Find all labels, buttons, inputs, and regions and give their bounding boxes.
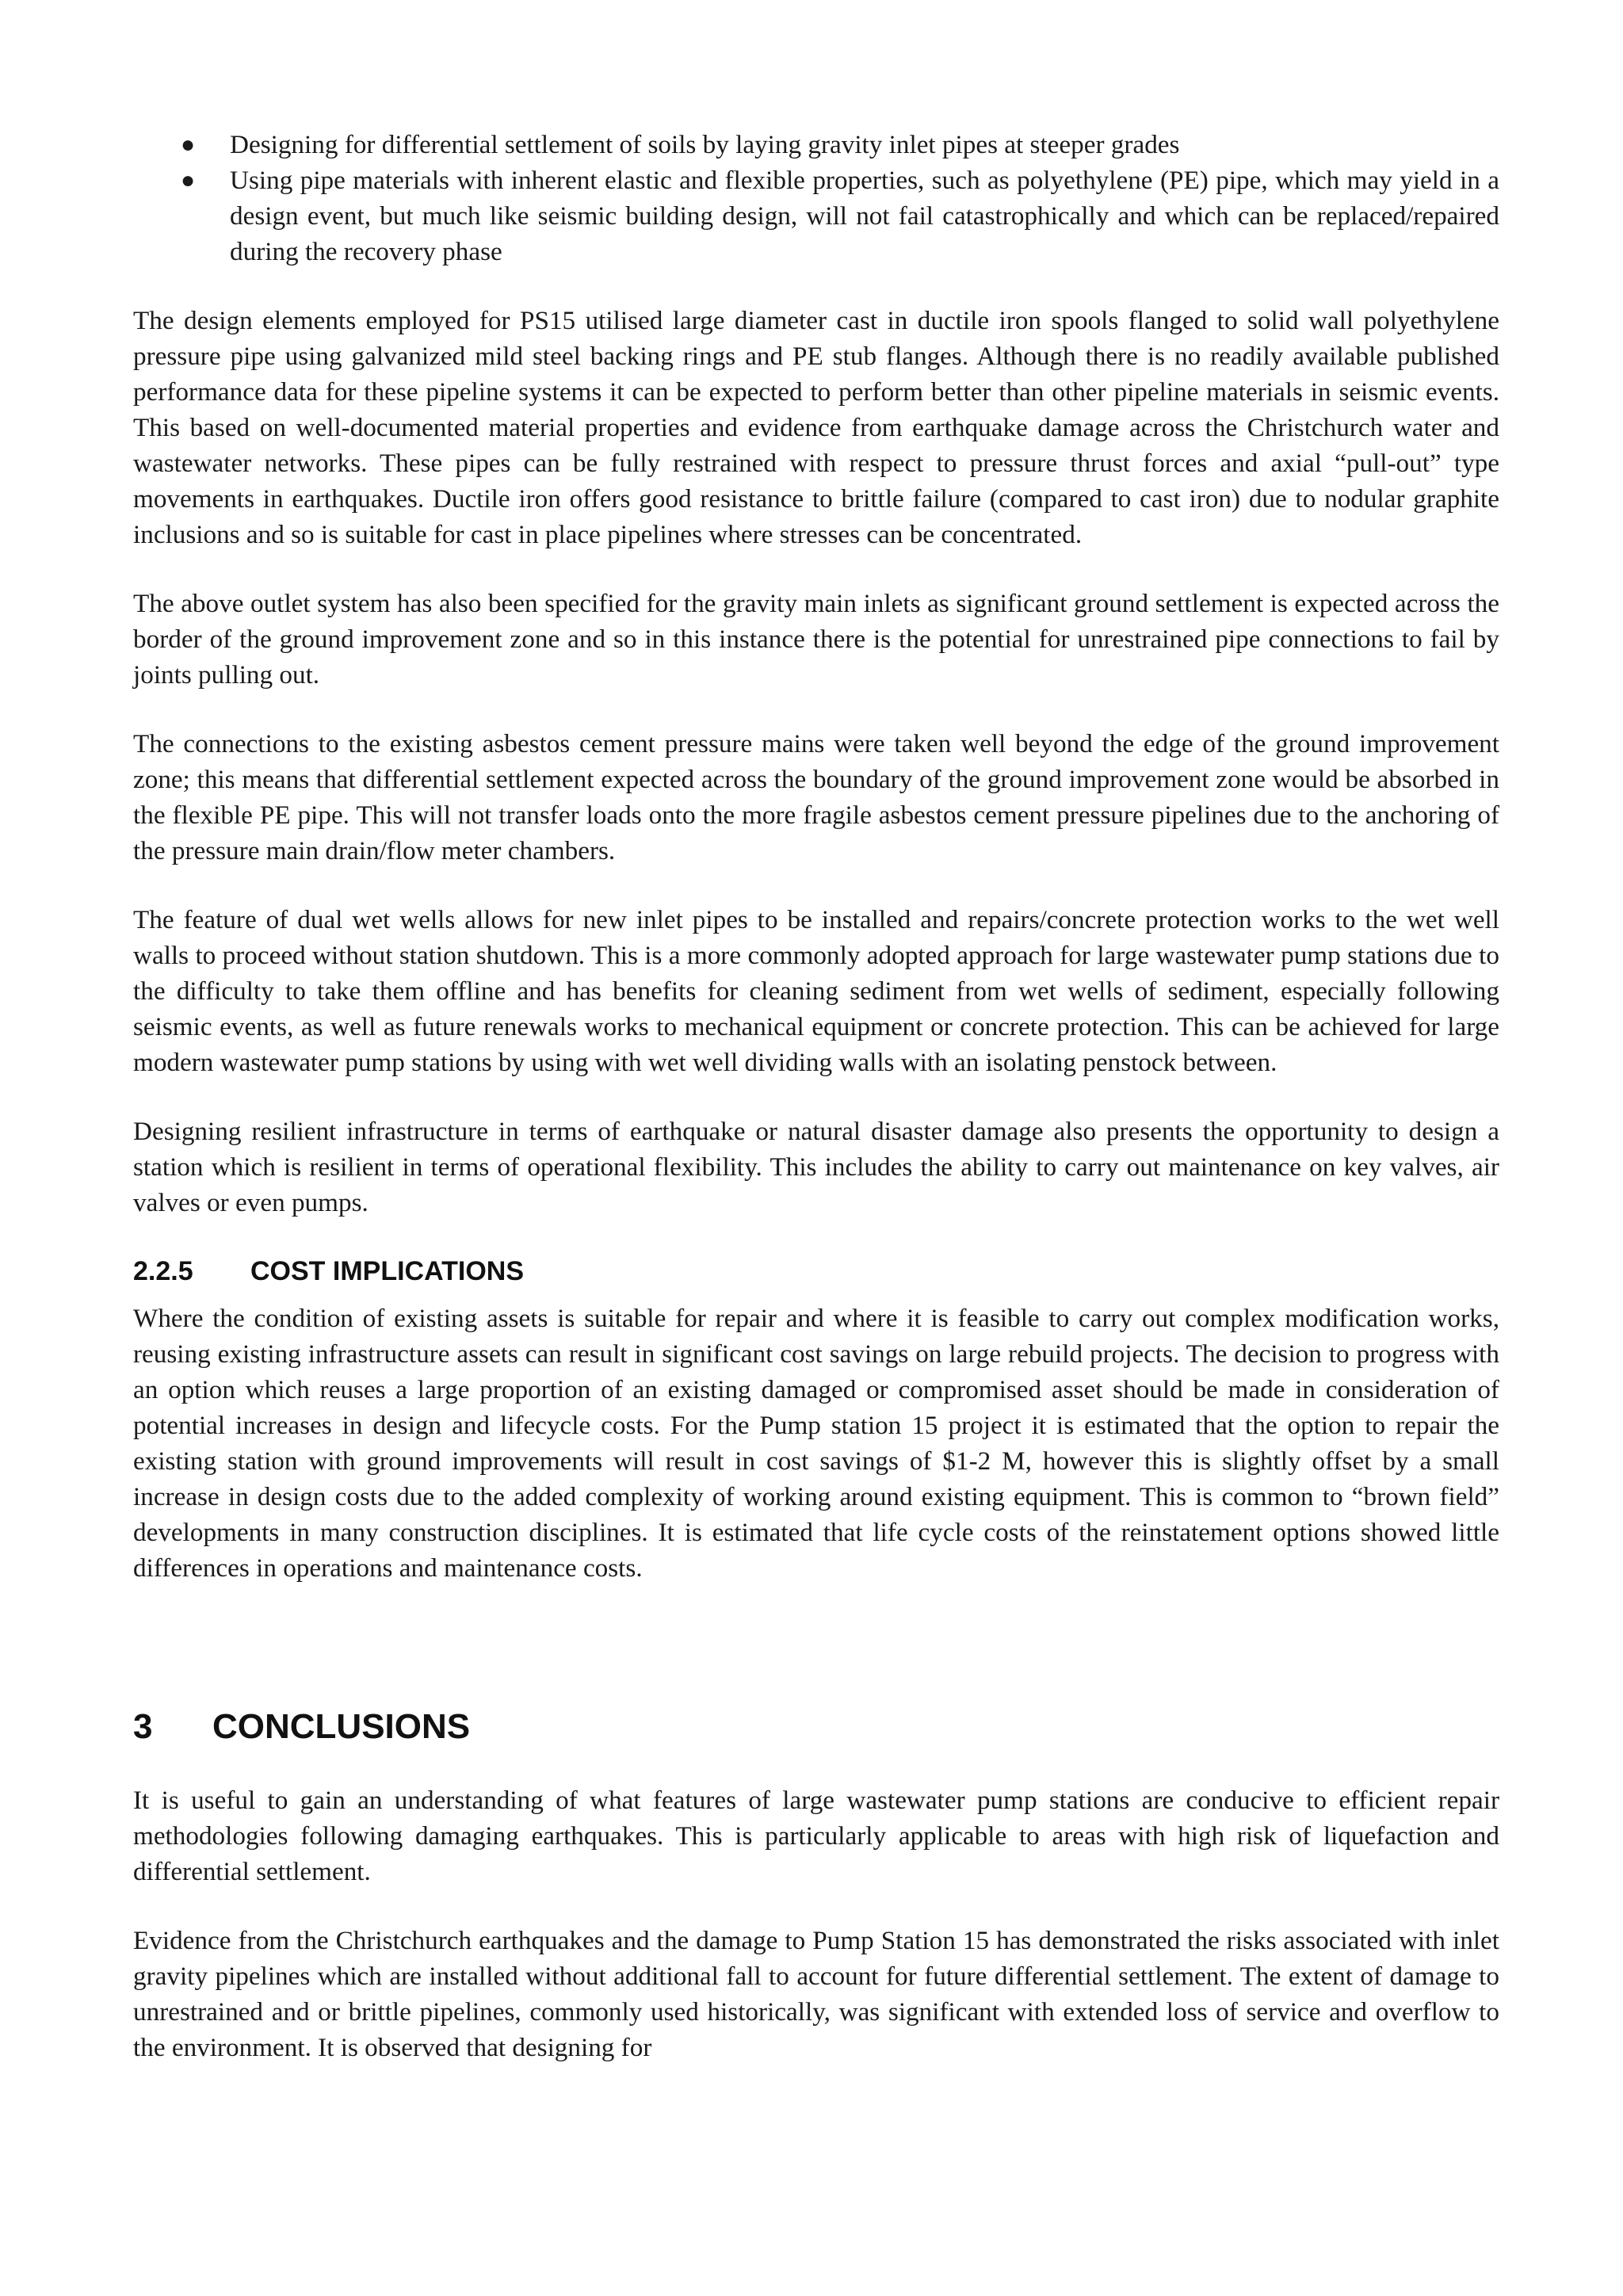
paragraph-design-elements: The design elements employed for PS15 utilised large diameter cast in ductile iron spools flanged to solid wall polyethylene pressure pipe using galvanized mild steel backing rings and PE stub flanges. Although there is no readily available published performance data for these pipeline systems it can be expected to perform better than other pipeline materials in seismic events. This based on well-documented material properties and evidence from earthquake damage across the Christchurch water and wastewater networks. These pipes can be fully restrained with respect to pressure thrust forces and axial “pull-out” type movements in earthquakes. Ductile iron offers good resistance to brittle failure (compared to cast iron) due to nodular graphite inclusions and so is suitable for cast in place pipelines where stresses can be concentrated. — [133, 306, 1499, 549]
subsection-title: COST IMPLICATIONS — [250, 1256, 525, 1286]
document-page — [133, 127, 1499, 2065]
subsection-number: 2.2.5 — [133, 1256, 193, 1286]
bullet-icon: ● — [181, 132, 196, 158]
section-heading — [133, 1705, 1499, 1749]
bullet-text: Designing for differential settlement of soils by laying gravity inlet pipes at steeper grades — [230, 130, 1180, 159]
paragraph-conclusions-evidence: Evidence from the Christchurch earthquakes and the damage to Pump Station 15 has demonstrated the risks associated with inlet gravity pipelines which are installed without additional fall to account for future differential settlement. The extent of damage to unrestrained and or brittle pipelines, commonly used historically, was significant with extended loss of service and overflow to the environment. It is observed that designing for — [133, 1926, 1499, 2062]
bullet-list — [133, 127, 1499, 269]
paragraph-dual-wet-wells: The feature of dual wet wells allows for new inlet pipes to be installed and repairs/concrete protection works to the wet well walls to proceed without station shutdown. This is a more commonly adopted approach for large wastewater pump stations due to the difficulty to take them offline and has benefits for cleaning sediment from wet wells of sediment, especially following seismic events, as well as future renewals works to mechanical equipment or concrete protection. This can be achieved for large modern wastewater pump stations by using with wet well dividing walls with an isolating penstock between. — [133, 905, 1499, 1077]
bullet-item — [133, 127, 1499, 162]
subsection-heading — [133, 1254, 1499, 1289]
paragraph-outlet-system: The above outlet system has also been specified for the gravity main inlets as significant ground settlement is expected across the border of the ground improvement zone and so in this instance there is the potential for unrestrained pipe connections to fail by joints pulling out. — [133, 589, 1499, 690]
paragraph-conclusions-intro: It is useful to gain an understanding of what features of large wastewater pump stations are conducive to efficient repair methodologies following damaging earthquakes. This is particularly applicable to areas with high risk of liquefaction and differential settlement. — [133, 1786, 1499, 1886]
paragraph-resilient-infrastructure: Designing resilient infrastructure in terms of earthquake or natural disaster damage also presents the opportunity to design a station which is resilient in terms of operational flexibility. This includes the ability to carry out maintenance on key valves, air valves or even pumps. — [133, 1117, 1499, 1217]
bullet-text: Using pipe materials with inherent elastic and flexible properties, such as polyethylene (PE) pipe, which may yield in a design event, but much like seismic building design, will not fail catastrophically and which can be replaced/repaired during the recovery phase — [230, 166, 1499, 266]
section-title: CONCLUSIONS — [212, 1707, 471, 1746]
paragraph-cost-implications: Where the condition of existing assets is suitable for repair and where it is feasible to carry out complex modification works, reusing existing infrastructure assets can result in significant cost savings on large rebuild projects. The decision to progress with an option which reuses a large proportion of an existing damaged or compromised asset should be made in consideration of potential increases in design and lifecycle costs. For the Pump station 15 project it is estimated that the option to repair the existing station with ground improvements will result in cost savings of $1-2 M, however this is slightly offset by a small increase in design costs due to the added complexity of working around existing equipment. This is common to “brown field” developments in many construction disciplines. It is estimated that life cycle costs of the reinstatement options showed little differences in operations and maintenance costs. — [133, 1304, 1499, 1583]
paragraph-connections: The connections to the existing asbestos cement pressure mains were taken well beyond the edge of the ground improvement zone; this means that differential settlement expected across the boundary of the ground improvement zone would be absorbed in the flexible PE pipe. This will not transfer loads onto the more fragile asbestos cement pressure pipelines due to the anchoring of the pressure main drain/flow meter chambers. — [133, 729, 1499, 865]
bullet-icon: ● — [181, 167, 196, 193]
bullet-item — [133, 162, 1499, 269]
section-number: 3 — [133, 1707, 153, 1746]
